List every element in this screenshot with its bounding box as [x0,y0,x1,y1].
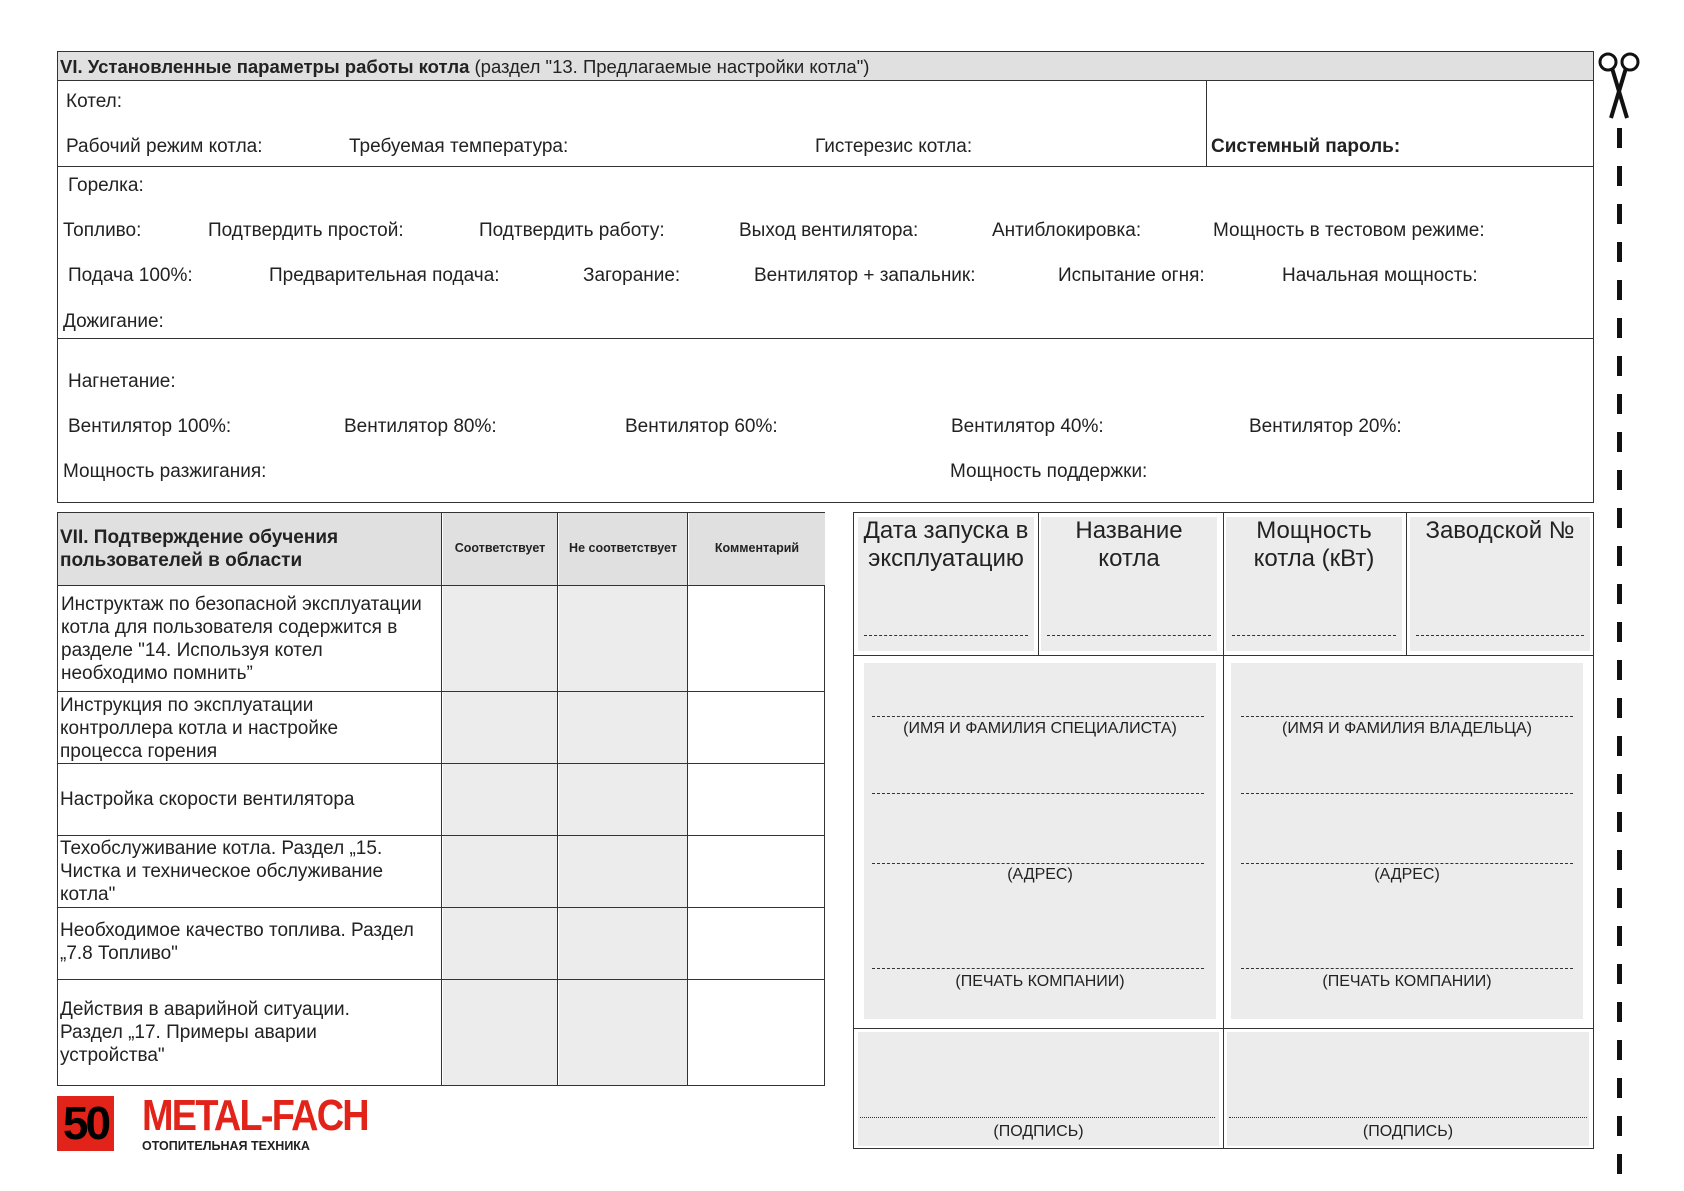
blowing-heading: Нагнетание: [68,371,176,392]
boiler-hysteresis-label: Гистерезис котла: [815,136,973,157]
owner-address-line-2 [1241,863,1573,864]
training-col-line-1 [441,513,442,1085]
burner-heading: Горелка: [68,175,144,196]
cut-line-dash [1617,470,1622,490]
system-password-label: Системный пароль: [1211,136,1401,157]
specialist-address-caption: (АДРЕС) [1007,866,1073,883]
owner-address-caption: (АДРЕС) [1374,866,1440,883]
divider-burner [57,338,1594,339]
training-title: VII. Подтверждение обучения пользователей в области [60,527,339,571]
cut-line-dash [1617,166,1622,186]
info-col-line [1406,513,1407,655]
cut-line-dash [1617,584,1622,604]
test-power-label: Мощность в тестовом режиме: [1213,220,1485,241]
cut-line-dash [1617,622,1622,642]
training-col-line-2 [557,513,558,1085]
boiler-temp-label: Требуемая температура: [349,136,569,157]
cut-line-dash [1617,850,1622,870]
ignition-power-label: Мощность разжигания: [63,461,267,482]
cut-line-dash [1617,926,1622,946]
support-power-label: Мощность поддержки: [950,461,1148,482]
owner-stamp-line [1241,968,1573,969]
specialist-address-line-1 [872,793,1204,794]
training-table [57,512,825,1086]
page-number: 50 [57,1096,114,1151]
boiler-heading: Котел: [66,91,123,112]
cut-line-dash [1617,964,1622,984]
owner-stamp-caption: (ПЕЧАТЬ КОМПАНИИ) [1322,973,1492,990]
cut-line-dash [1617,318,1622,338]
brand-tagline: ОТОПИТЕЛЬНАЯ ТЕХНИКА [142,1139,310,1153]
fan20-label: Вентилятор 20%: [1249,416,1402,437]
training-row-1: Инструктаж по безопасной эксплуатации котла для пользователя содержится в разделе "14. Используя котел необходимо помнить” [61,594,422,684]
antiblock-label: Антиблокировка: [992,220,1142,241]
specialist-name-caption: (ИМЯ И ФАМИЛИЯ СПЕЦИАЛИСТА) [903,720,1177,737]
cut-line-dash [1617,1154,1622,1174]
signature-row-line [854,1028,1593,1029]
cut-line-dash [1617,508,1622,528]
training-row-line [58,691,824,692]
training-row-line [58,835,824,836]
info-col-line [1223,513,1224,655]
training-row-5: Необходимое качество топлива. Раздел „7.8 Топливо" [60,920,414,964]
cut-line-dash [1617,888,1622,908]
divider-boiler [57,166,1594,167]
fire-test-label: Испытание огня: [1058,265,1205,286]
cut-line-dash [1617,812,1622,832]
cut-line-dash [1617,1040,1622,1060]
training-col-line-3 [687,513,688,1085]
initial-power-label: Начальная мощность: [1282,265,1478,286]
boiler-power-header: Мощность котла (кВт) [1253,517,1375,572]
training-row-4: Техобслуживание котла. Раздел „15. Чистка и техническое обслуживание котла" [60,838,384,905]
cut-line-dash [1617,356,1622,376]
training-row-3: Настройка скорости вентилятора [60,789,355,810]
training-row-line [58,585,824,586]
confirm-idle-label: Подтвердить простой: [208,220,404,241]
specialist-signature-line [860,1117,1215,1118]
owner-name-caption: (ИМЯ И ФАМИЛИЯ ВЛАДЕЛЬЦА) [1282,720,1532,737]
cut-line-dash [1617,546,1622,566]
fan60-label: Вентилятор 60%: [625,416,778,437]
boiler-mode-label: Рабочий режим котла: [66,136,263,157]
fan40-label: Вентилятор 40%: [951,416,1104,437]
boiler-name-header: Название котла [1075,517,1183,572]
serial-number-line [1416,635,1584,636]
divider-password [1206,81,1207,166]
ignition-label: Загорание: [583,265,681,286]
training-row-line [58,979,824,980]
cut-line-dash [1617,204,1622,224]
owner-name-line [1241,716,1573,717]
fan100-label: Вентилятор 100%: [68,416,232,437]
start-date-header: Дата запуска в эксплуатацию [863,517,1029,572]
owner-signature-caption: (ПОДПИСЬ) [1362,1123,1454,1140]
fan-igniter-label: Вентилятор + запальник: [754,265,976,286]
training-row-line [58,907,824,908]
section6-title: VI. Установленные параметры работы котла (раздел "13. Предлагаемые настройки котла") [60,56,870,77]
fuel-label: Топливо: [63,220,142,241]
specialist-stamp-line [872,968,1204,969]
cut-line-dash [1617,774,1622,794]
info-col-line [1038,513,1039,655]
cut-line-dash [1617,432,1622,452]
cut-line-dash [1617,1116,1622,1136]
specialist-stamp-caption: (ПЕЧАТЬ КОМПАНИИ) [955,973,1125,990]
cut-line-dash [1617,242,1622,262]
confirm-work-label: Подтвердить работу: [479,220,665,241]
cut-line-dash [1617,394,1622,414]
prefeed-label: Предварительная подача: [269,265,500,286]
owner-signature-line [1229,1117,1587,1118]
specialist-name-line [872,716,1204,717]
specialist-signature-caption: (ПОДПИСЬ) [993,1123,1084,1140]
fan-output-label: Выход вентилятора: [739,220,919,241]
col-header-noncompliant: Не соответствует [569,541,677,555]
afterburn-label: Дожигание: [63,311,164,332]
cut-line-dash [1617,660,1622,680]
brand-logo: METAL-FACH [142,1091,368,1140]
feed100-label: Подача 100%: [68,265,193,286]
specialist-address-line-2 [872,863,1204,864]
boiler-power-line [1232,635,1396,636]
cut-line-dash [1617,1002,1622,1022]
col-header-compliant: Соответствует [454,541,546,555]
cut-line-dash [1617,1078,1622,1098]
boiler-name-line [1047,635,1211,636]
fan80-label: Вентилятор 80%: [344,416,497,437]
info-block [853,512,1594,1149]
start-date-line [864,635,1028,636]
cut-line-dash [1617,128,1622,148]
scissors-icon [1597,50,1641,122]
cut-line-dash [1617,736,1622,756]
serial-number-header: Заводской № [1425,517,1575,544]
col-header-comment: Комментарий [714,541,800,555]
cut-line-dash [1617,280,1622,300]
info-mid-divider [1223,655,1224,1148]
training-row-line [58,763,824,764]
training-row-6: Действия в аварийной ситуации. Раздел „17. Примеры аварии устройства" [60,999,350,1066]
training-row-2: Инструкция по эксплуатации контроллера котла и настройке процесса горения [60,695,339,762]
cut-line-dash [1617,698,1622,718]
owner-address-line-1 [1241,793,1573,794]
